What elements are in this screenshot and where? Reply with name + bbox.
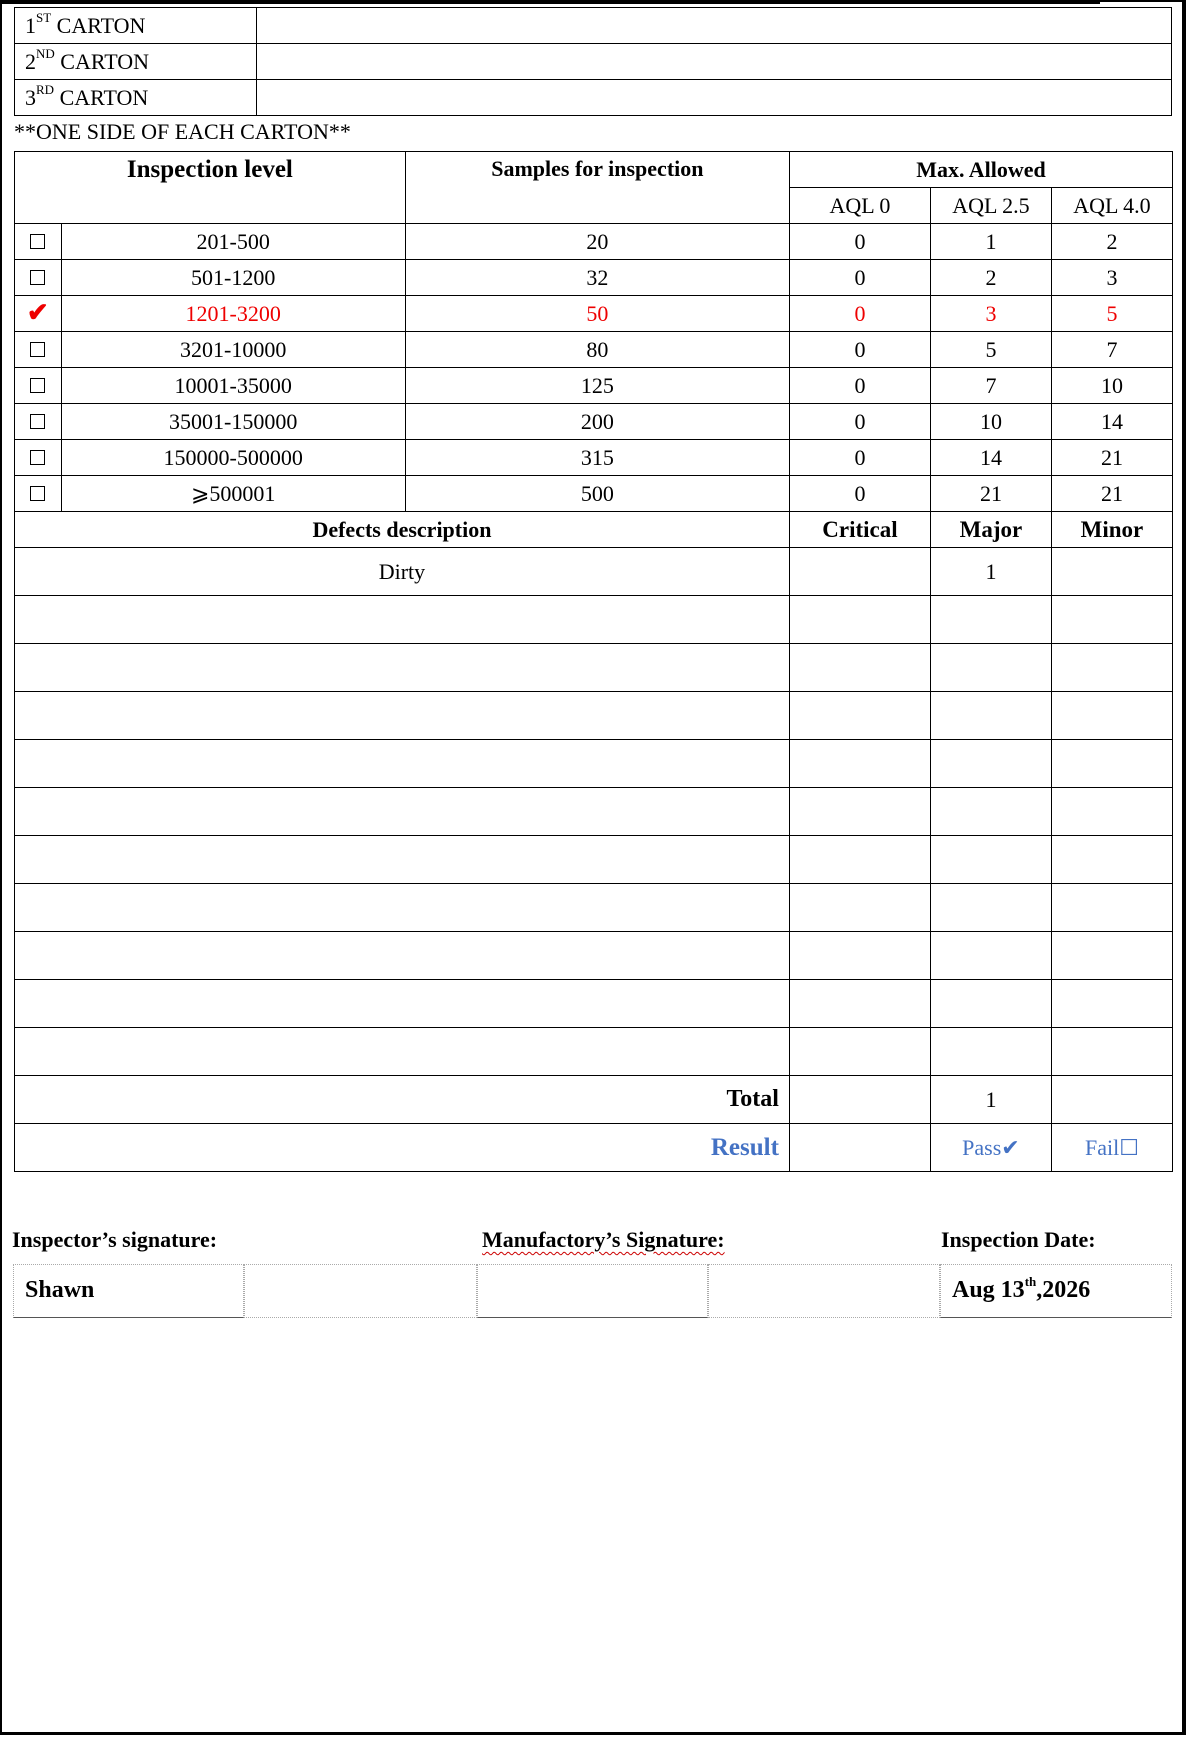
defect-major[interactable]: [930, 884, 1051, 932]
carton-row: [15, 8, 1172, 44]
defect-major[interactable]: [930, 740, 1051, 788]
level-checkbox-cell[interactable]: [15, 296, 62, 332]
checkbox-icon[interactable]: [30, 270, 45, 285]
level-row: [15, 224, 1173, 260]
defect-critical[interactable]: [789, 884, 930, 932]
level-samples: 32: [405, 260, 789, 296]
defect-description[interactable]: [15, 644, 790, 692]
defect-description[interactable]: [15, 692, 790, 740]
defect-major[interactable]: [930, 980, 1051, 1028]
level-range: 201-500: [61, 224, 405, 260]
level-checkbox-cell[interactable]: [15, 260, 62, 296]
defect-description[interactable]: [15, 932, 790, 980]
level-samples: 20: [405, 224, 789, 260]
defect-description[interactable]: [15, 788, 790, 836]
inspection-level-header: Inspection level: [15, 152, 406, 224]
result-label: Result: [15, 1124, 790, 1172]
level-aql0: 0: [789, 224, 930, 260]
defect-minor[interactable]: [1051, 596, 1172, 644]
level-aql0: 0: [789, 368, 930, 404]
defect-row: [15, 884, 1173, 932]
level-range: 150000-500000: [61, 440, 405, 476]
level-aql25: 1: [930, 224, 1051, 260]
level-aql25: 21: [930, 476, 1051, 512]
aql0-header: AQL 0: [789, 188, 930, 224]
level-aql0: 0: [789, 440, 930, 476]
samples-header: Samples for inspection: [405, 152, 789, 224]
manufactory-signature-label: [482, 1227, 725, 1253]
level-aql40: 10: [1051, 368, 1172, 404]
level-range: 1201-3200: [61, 296, 405, 332]
defect-critical[interactable]: [789, 788, 930, 836]
level-aql0: 0: [789, 260, 930, 296]
checkbox-icon[interactable]: [30, 450, 45, 465]
total-minor: [1051, 1076, 1172, 1124]
defect-critical[interactable]: [789, 836, 930, 884]
inspector-signature-value: Shawn: [25, 1277, 95, 1303]
carton-value-field[interactable]: [257, 8, 1172, 44]
level-samples: 50: [405, 296, 789, 332]
defect-description[interactable]: [15, 596, 790, 644]
defect-minor[interactable]: [1051, 884, 1172, 932]
result-pass[interactable]: Pass✔: [930, 1124, 1051, 1172]
defect-critical[interactable]: [789, 596, 930, 644]
defect-minor[interactable]: [1051, 788, 1172, 836]
carton-label: 2ND CARTON: [15, 44, 257, 80]
defect-critical[interactable]: [789, 740, 930, 788]
inspection-table: [14, 151, 1173, 1172]
level-range: 35001-150000: [61, 404, 405, 440]
level-samples: 500: [405, 476, 789, 512]
level-range: ⩾500001: [61, 476, 405, 512]
defect-major[interactable]: [930, 836, 1051, 884]
defect-major[interactable]: 1: [930, 548, 1051, 596]
level-aql0: 0: [789, 404, 930, 440]
defect-row: [15, 644, 1173, 692]
defect-critical[interactable]: [789, 1028, 930, 1076]
carton-value-field[interactable]: [257, 80, 1172, 116]
checkmark-icon[interactable]: ✔: [26, 298, 49, 327]
total-major: 1: [930, 1076, 1051, 1124]
defect-major[interactable]: [930, 596, 1051, 644]
carton-label: 3RD CARTON: [15, 80, 257, 116]
defect-minor[interactable]: [1051, 836, 1172, 884]
defects-header-row: [15, 512, 1173, 548]
defect-major[interactable]: [930, 692, 1051, 740]
carton-row: [15, 80, 1172, 116]
defects-minor-header: Minor: [1051, 512, 1172, 548]
page-top-line: [0, 0, 1100, 4]
defect-minor[interactable]: [1051, 692, 1172, 740]
inspection-date-label: Inspection Date:: [941, 1227, 1096, 1252]
defect-minor[interactable]: [1051, 548, 1172, 596]
level-range: 501-1200: [61, 260, 405, 296]
inspection-date-field[interactable]: [940, 1264, 1172, 1318]
level-aql40: 7: [1051, 332, 1172, 368]
level-aql40: 3: [1051, 260, 1172, 296]
defect-minor[interactable]: [1051, 980, 1172, 1028]
total-critical: [789, 1076, 930, 1124]
max-allowed-header: Max. Allowed: [789, 152, 1172, 188]
level-aql40: 5: [1051, 296, 1172, 332]
defect-minor[interactable]: [1051, 740, 1172, 788]
carton-row: [15, 44, 1172, 80]
level-aql40: 21: [1051, 440, 1172, 476]
defect-critical[interactable]: [789, 548, 930, 596]
inspection-date-value: Aug 13th,2026: [952, 1274, 1091, 1303]
level-checkbox-cell[interactable]: [15, 224, 62, 260]
defect-row: [15, 548, 1173, 596]
level-row: [15, 404, 1173, 440]
defect-description[interactable]: Dirty: [15, 548, 790, 596]
level-aql25: 3: [930, 296, 1051, 332]
carton-table: [14, 7, 1172, 116]
level-row: [15, 332, 1173, 368]
level-row: [15, 260, 1173, 296]
level-aql0: 0: [789, 332, 930, 368]
manufactory-signature-field[interactable]: [477, 1264, 708, 1318]
result-row: [15, 1124, 1173, 1172]
level-row: [15, 368, 1173, 404]
level-aql25: 10: [930, 404, 1051, 440]
level-aql40: 21: [1051, 476, 1172, 512]
level-checkbox-cell[interactable]: [15, 440, 62, 476]
fail-checkbox-icon[interactable]: ☐: [1119, 1134, 1139, 1160]
level-aql40: 14: [1051, 404, 1172, 440]
defect-row: [15, 788, 1173, 836]
pass-check-icon[interactable]: ✔: [1001, 1134, 1020, 1160]
defects-critical-header: Critical: [789, 512, 930, 548]
level-checkbox-cell[interactable]: [15, 404, 62, 440]
defects-description-header: Defects description: [15, 512, 790, 548]
level-samples: 80: [405, 332, 789, 368]
manufactory-word: Manufactory’s Signature:: [482, 1227, 725, 1252]
carton-label: 1ST CARTON: [15, 8, 257, 44]
level-aql25: 14: [930, 440, 1051, 476]
defect-row: [15, 932, 1173, 980]
checkbox-icon[interactable]: [30, 342, 45, 357]
defect-major[interactable]: [930, 932, 1051, 980]
aql40-header: AQL 4.0: [1051, 188, 1172, 224]
defect-description[interactable]: [15, 740, 790, 788]
defect-critical[interactable]: [789, 692, 930, 740]
defect-description[interactable]: [15, 1028, 790, 1076]
signature-spacer-1: [244, 1264, 477, 1318]
defect-minor[interactable]: [1051, 932, 1172, 980]
level-checkbox-cell[interactable]: [15, 476, 62, 512]
defect-row: [15, 1028, 1173, 1076]
defect-row: [15, 596, 1173, 644]
checkbox-icon[interactable]: [30, 414, 45, 429]
carton-value-field[interactable]: [257, 44, 1172, 80]
defect-major[interactable]: [930, 1028, 1051, 1076]
defect-critical[interactable]: [789, 932, 930, 980]
level-checkbox-cell[interactable]: [15, 368, 62, 404]
result-fail[interactable]: Fail☐: [1051, 1124, 1172, 1172]
level-samples: 200: [405, 404, 789, 440]
level-row: [15, 440, 1173, 476]
level-samples: 125: [405, 368, 789, 404]
defect-major[interactable]: [930, 644, 1051, 692]
level-aql25: 2: [930, 260, 1051, 296]
level-checkbox-cell[interactable]: [15, 332, 62, 368]
level-range: 10001-35000: [61, 368, 405, 404]
checkbox-icon[interactable]: [30, 378, 45, 393]
result-empty: [789, 1124, 930, 1172]
level-aql25: 5: [930, 332, 1051, 368]
defect-row: [15, 980, 1173, 1028]
defect-row: [15, 836, 1173, 884]
level-range: 3201-10000: [61, 332, 405, 368]
carton-note: **ONE SIDE OF EACH CARTON**: [14, 119, 351, 144]
level-samples: 315: [405, 440, 789, 476]
defect-description[interactable]: [15, 884, 790, 932]
inspector-signature-label: Inspector’s signature:: [12, 1227, 218, 1252]
checkbox-icon[interactable]: [30, 486, 45, 501]
level-aql40: 2: [1051, 224, 1172, 260]
defect-description[interactable]: [15, 836, 790, 884]
total-label: Total: [15, 1076, 790, 1124]
defect-row: [15, 740, 1173, 788]
level-row: [15, 296, 1173, 332]
signature-spacer-2: [708, 1264, 940, 1318]
defect-major[interactable]: [930, 788, 1051, 836]
defect-minor[interactable]: [1051, 644, 1172, 692]
defect-row: [15, 692, 1173, 740]
level-aql0: 0: [789, 296, 930, 332]
level-aql25: 7: [930, 368, 1051, 404]
defect-critical[interactable]: [789, 644, 930, 692]
level-aql0: 0: [789, 476, 930, 512]
defect-description[interactable]: [15, 980, 790, 1028]
defect-critical[interactable]: [789, 980, 930, 1028]
checkbox-icon[interactable]: [30, 234, 45, 249]
defects-major-header: Major: [930, 512, 1051, 548]
inspector-signature-field[interactable]: [13, 1264, 244, 1318]
level-row: [15, 476, 1173, 512]
total-row: [15, 1076, 1173, 1124]
defect-minor[interactable]: [1051, 1028, 1172, 1076]
aql25-header: AQL 2.5: [930, 188, 1051, 224]
